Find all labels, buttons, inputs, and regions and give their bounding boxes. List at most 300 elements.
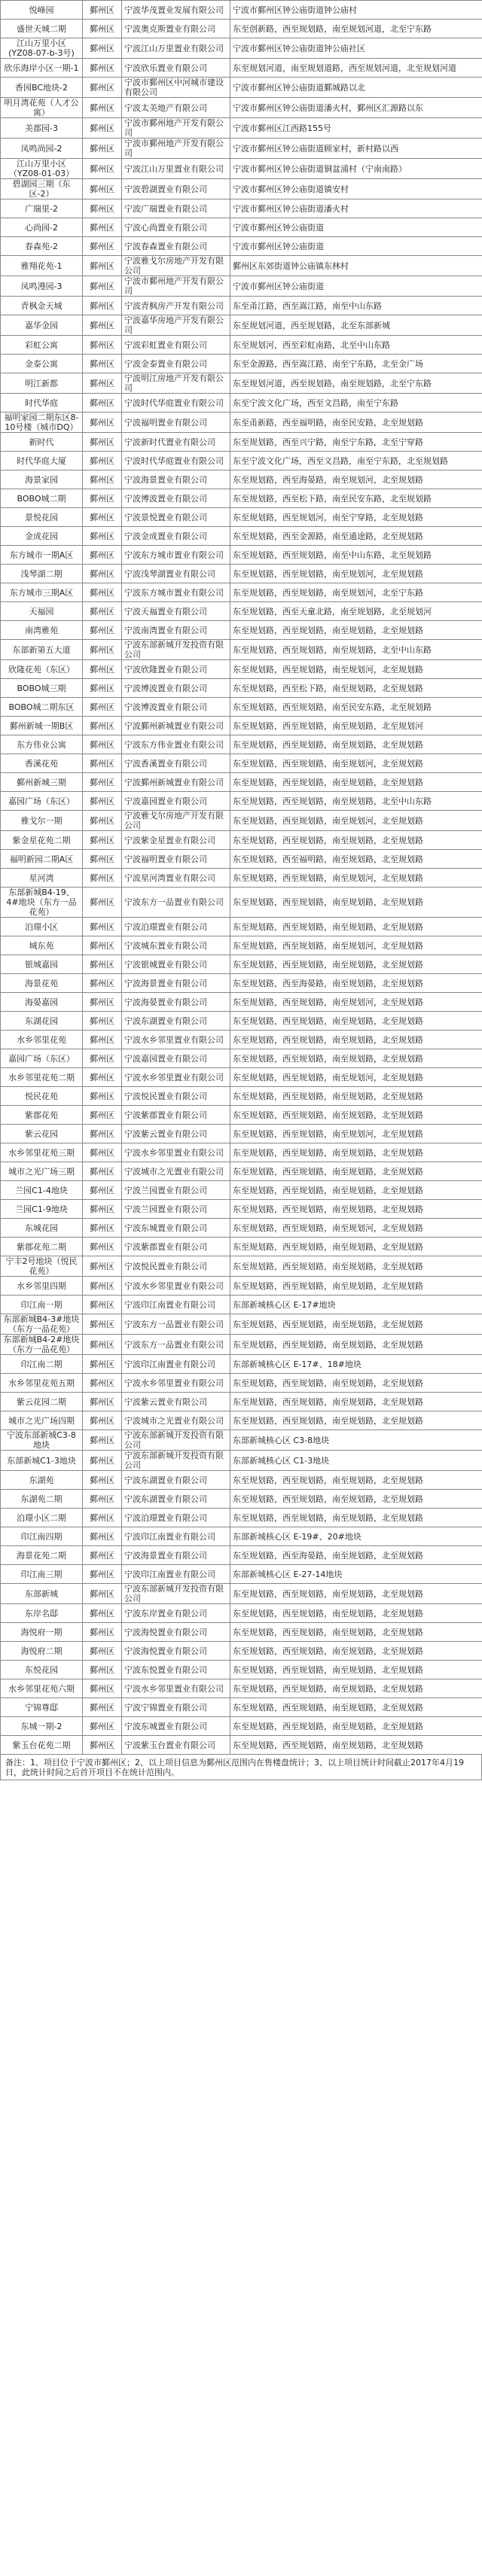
project-name-cell: 景悦花园 bbox=[1, 508, 83, 527]
district-cell: 鄞州区 bbox=[83, 546, 122, 565]
table-row bbox=[1, 811, 482, 831]
table-row bbox=[1, 1162, 482, 1181]
address-cell: 东至规划路，西至规划路，南至规划路，北至规划路 bbox=[230, 1200, 482, 1219]
district-cell: 鄞州区 bbox=[83, 1717, 122, 1736]
district-cell: 鄞州区 bbox=[83, 1219, 122, 1238]
table-row bbox=[1, 1, 482, 20]
project-name-cell: 东部新城B4-2#地块（东方一品花苑） bbox=[1, 1335, 83, 1355]
table-row bbox=[1, 489, 482, 508]
developer-cell: 宁波福明置业有限公司 bbox=[122, 850, 230, 869]
footnote: 备注：1、项目位于宁波市鄞州区；2、以上项目信息为鄞州区范围内在售楼盘统计；3、以上项目统计时间截止2017年4月19日，此统计时间之后首开项目不在统计范围内。 bbox=[0, 1755, 482, 1780]
table-row bbox=[1, 850, 482, 869]
developer-cell: 宁波泊璟置业有限公司 bbox=[122, 918, 230, 936]
developer-cell: 宁波东方城市置业有限公司 bbox=[122, 583, 230, 602]
district-cell: 鄞州区 bbox=[83, 698, 122, 717]
table-row bbox=[1, 918, 482, 936]
table-row bbox=[1, 1277, 482, 1296]
developer-cell: 宁波水乡邻里置业有限公司 bbox=[122, 1374, 230, 1393]
address-cell: 东至甬江路，西至嵩江路，南至中山东路 bbox=[230, 297, 482, 315]
table-row bbox=[1, 1451, 482, 1471]
table-row bbox=[1, 1717, 482, 1736]
district-cell: 鄞州区 bbox=[83, 276, 122, 297]
project-name-cell: 东悦花园 bbox=[1, 1661, 83, 1679]
address-cell: 东至规划路，西至规划河，南至宁穿路，北至规划路 bbox=[230, 508, 482, 527]
address-cell: 东至规划路，西至规划路，南至规划路，北至规划路 bbox=[230, 1314, 482, 1335]
address-cell: 东至规划路，西至松下路，南至民安东路，北至规划路 bbox=[230, 489, 482, 508]
district-cell: 鄞州区 bbox=[83, 1565, 122, 1584]
project-name-cell: 明月湾花苑（人才公寓） bbox=[1, 98, 83, 118]
project-name-cell: 明江新都 bbox=[1, 373, 83, 394]
project-name-cell: 福明家园二期东区8-10号楼（城市DQ） bbox=[1, 413, 83, 433]
table-row bbox=[1, 1049, 482, 1068]
developer-cell: 宁波市鄞州地产开发有限公司 bbox=[122, 276, 230, 297]
table-row bbox=[1, 1736, 482, 1755]
district-cell: 鄞州区 bbox=[83, 1393, 122, 1411]
developer-cell: 宁波水乡邻里置业有限公司 bbox=[122, 1031, 230, 1049]
developer-cell: 宁波时代华庭置业有限公司 bbox=[122, 394, 230, 413]
developer-cell: 宁波东部新城开发投资有限公司 bbox=[122, 1451, 230, 1471]
district-cell: 鄞州区 bbox=[83, 1049, 122, 1068]
developer-cell: 宁波博波置业有限公司 bbox=[122, 679, 230, 698]
address-cell: 东部新城核心区 C1-3地块 bbox=[230, 1451, 482, 1471]
developer-cell: 宁波东岸置业有限公司 bbox=[122, 1604, 230, 1623]
project-name-cell: 海景家园 bbox=[1, 470, 83, 489]
district-cell: 鄞州区 bbox=[83, 1068, 122, 1087]
address-cell: 东至规划路，西至规划路，南至规划路，北至规划路 bbox=[230, 1256, 482, 1277]
project-name-cell: 泊璟小区二期 bbox=[1, 1509, 83, 1527]
address-cell: 东至规划路，西至规划路，南至规划路，北至规划路 bbox=[230, 1181, 482, 1200]
developer-cell: 宁波兰园置业有限公司 bbox=[122, 1181, 230, 1200]
address-cell: 东部新城核心区 E-27-14地块 bbox=[230, 1565, 482, 1584]
project-name-cell: 海晏嘉园 bbox=[1, 993, 83, 1012]
district-cell: 鄞州区 bbox=[83, 640, 122, 660]
project-name-cell: 美郡园-3 bbox=[1, 118, 83, 139]
developer-cell: 宁波金泰置业有限公司 bbox=[122, 355, 230, 373]
address-cell: 东至规划路，西至天童北路，南至规划路，北至规划河 bbox=[230, 602, 482, 621]
address-cell: 东部新城核心区 E-17#地块 bbox=[230, 1296, 482, 1314]
address-cell: 东至规划路，西至规划路，南至规划路，北至规划路 bbox=[230, 735, 482, 754]
project-name-cell: 金成花园 bbox=[1, 527, 83, 546]
address-cell: 东至规划路，西至规划路，南至规划路，北至规划路 bbox=[230, 1679, 482, 1698]
developer-cell: 宁波东方伟业置业有限公司 bbox=[122, 735, 230, 754]
district-cell: 鄞州区 bbox=[83, 1256, 122, 1277]
project-name-cell: 心尚园-2 bbox=[1, 218, 83, 237]
developer-cell: 宁波春森置业有限公司 bbox=[122, 237, 230, 256]
district-cell: 鄞州区 bbox=[83, 1125, 122, 1143]
developer-cell: 宁波银城置业有限公司 bbox=[122, 955, 230, 974]
address-cell: 东至规划路，西至规划路，南至规划路，北至中山东路 bbox=[230, 792, 482, 811]
project-name-cell: 盛世天城二期 bbox=[1, 20, 83, 38]
address-cell: 宁波市鄞州区钟公庙街道鄞城路以北 bbox=[230, 78, 482, 98]
project-name-cell: 海景花苑 bbox=[1, 974, 83, 993]
table-row bbox=[1, 1125, 482, 1143]
address-cell: 东至规划路，西至规划路，南至规划路，北至规划路 bbox=[230, 1642, 482, 1661]
address-cell: 东至规划路，西至规划路，南至民安东路，北至规划路 bbox=[230, 698, 482, 717]
address-cell: 东至规划路，西至规划路，南至规划路，北至规划路 bbox=[230, 1106, 482, 1125]
table-row bbox=[1, 179, 482, 199]
table-row bbox=[1, 621, 482, 640]
table-row bbox=[1, 336, 482, 355]
address-cell: 宁波市鄞州区钟公庙街道顾家村，新村路以西 bbox=[230, 139, 482, 159]
table-row bbox=[1, 546, 482, 565]
district-cell: 鄞州区 bbox=[83, 1200, 122, 1219]
developer-cell: 宁波东湖置业有限公司 bbox=[122, 1471, 230, 1490]
table-row bbox=[1, 679, 482, 698]
developer-cell: 宁波紫郡置业有限公司 bbox=[122, 1238, 230, 1256]
developer-cell: 宁波市鄞州地产开发有限公司 bbox=[122, 118, 230, 139]
developer-cell: 宁波嘉华房地产开发有限公司 bbox=[122, 315, 230, 336]
developer-cell: 宁波海悦置业有限公司 bbox=[122, 1642, 230, 1661]
district-cell: 鄞州区 bbox=[83, 1623, 122, 1642]
project-name-cell: 嘉华金园 bbox=[1, 315, 83, 336]
address-cell: 东至规划路，西至规划路，南至规划路，北至规划路 bbox=[230, 1604, 482, 1623]
project-name-cell: 江山万里小区（YZ08-01-03） bbox=[1, 159, 83, 179]
address-cell: 东至宁波文化广场，西至文昌路，南至宁东路，北至规划路 bbox=[230, 452, 482, 470]
district-cell: 鄞州区 bbox=[83, 918, 122, 936]
project-name-cell: 紫郡花苑 bbox=[1, 1106, 83, 1125]
address-cell: 东至规划路，西至规划路，南至规划路，北至规划路 bbox=[230, 1584, 482, 1604]
project-name-cell: 印江南三期 bbox=[1, 1565, 83, 1584]
project-name-cell: 水乡邻里花苑三期 bbox=[1, 1143, 83, 1162]
developer-cell: 宁波海景置业有限公司 bbox=[122, 470, 230, 489]
district-cell: 鄞州区 bbox=[83, 1471, 122, 1490]
project-name-cell: 宁丰2号地块（悦民花苑） bbox=[1, 1256, 83, 1277]
project-name-cell: 印江南四期 bbox=[1, 1527, 83, 1546]
district-cell: 鄞州区 bbox=[83, 792, 122, 811]
address-cell: 东至规划路，西至规划路，南至规划河，北至规划路 bbox=[230, 754, 482, 773]
developer-cell: 宁波金成置业有限公司 bbox=[122, 527, 230, 546]
table-row bbox=[1, 773, 482, 792]
project-name-cell: 天福园 bbox=[1, 602, 83, 621]
district-cell: 鄞州区 bbox=[83, 1490, 122, 1509]
project-name-cell: 东岸名邸 bbox=[1, 1604, 83, 1623]
address-cell: 宁波市鄞州区钟公庙街道 bbox=[230, 276, 482, 297]
district-cell: 鄞州区 bbox=[83, 1698, 122, 1717]
developer-cell: 宁波嘉园置业有限公司 bbox=[122, 792, 230, 811]
table-row bbox=[1, 508, 482, 527]
project-name-cell: 城市之光广场四期 bbox=[1, 1411, 83, 1430]
district-cell: 鄞州区 bbox=[83, 811, 122, 831]
district-cell: 鄞州区 bbox=[83, 1031, 122, 1049]
table-row bbox=[1, 1679, 482, 1698]
table-row bbox=[1, 355, 482, 373]
table-row bbox=[1, 1335, 482, 1355]
developer-cell: 宁波印江南置业有限公司 bbox=[122, 1565, 230, 1584]
address-cell: 宁波市鄞州区钟公庙街道钟公庙村 bbox=[230, 1, 482, 20]
developer-cell: 宁波东方一品置业有限公司 bbox=[122, 1335, 230, 1355]
district-cell: 鄞州区 bbox=[83, 1087, 122, 1106]
district-cell: 鄞州区 bbox=[83, 508, 122, 527]
address-cell: 东至规划路，西至规划路，南至规划路，北至规划路 bbox=[230, 1277, 482, 1296]
address-cell: 东部新城核心区 C3-8地块 bbox=[230, 1430, 482, 1451]
developer-cell: 宁波市鄞州地产开发有限公司 bbox=[122, 139, 230, 159]
address-cell: 宁波市鄞州区钟公庙街道 bbox=[230, 218, 482, 237]
project-name-cell: 凤鸣漫园-3 bbox=[1, 276, 83, 297]
address-cell: 东至规划路，西至规划路，南至规划河，北至规划路 bbox=[230, 1125, 482, 1143]
table-row bbox=[1, 452, 482, 470]
project-name-cell: 东城花园 bbox=[1, 1219, 83, 1238]
table-row bbox=[1, 993, 482, 1012]
project-name-cell: BOBO城二期 bbox=[1, 489, 83, 508]
developer-cell: 宁波博波置业有限公司 bbox=[122, 489, 230, 508]
table-row bbox=[1, 159, 482, 179]
developer-cell: 宁波江山万里置业有限公司 bbox=[122, 159, 230, 179]
table-row bbox=[1, 199, 482, 218]
table-row bbox=[1, 470, 482, 489]
developer-cell: 宁波紫金星置业有限公司 bbox=[122, 831, 230, 850]
address-cell: 东至规划路，西至规划路，南至规划河，北至规划路 bbox=[230, 1068, 482, 1087]
project-name-cell: 水乡邻里四期 bbox=[1, 1277, 83, 1296]
project-name-cell: 水乡邻里花苑六期 bbox=[1, 1679, 83, 1698]
address-cell: 东至规划路，西至规划路，南至规划河，北至规划路 bbox=[230, 869, 482, 888]
project-name-cell: 东方伟业公寓 bbox=[1, 735, 83, 754]
table-row bbox=[1, 373, 482, 394]
developer-cell: 宁波欣隆置业有限公司 bbox=[122, 660, 230, 679]
district-cell: 鄞州区 bbox=[83, 433, 122, 452]
developer-cell: 宁波海晏置业有限公司 bbox=[122, 993, 230, 1012]
district-cell: 鄞州区 bbox=[83, 470, 122, 489]
table-row bbox=[1, 1565, 482, 1584]
project-name-cell: 时代华庭大厦 bbox=[1, 452, 83, 470]
developer-cell: 宁波水乡邻里置业有限公司 bbox=[122, 1679, 230, 1698]
developer-cell: 宁波东部新城开发投资有限公司 bbox=[122, 640, 230, 660]
district-cell: 鄞州区 bbox=[83, 237, 122, 256]
project-name-cell: 水乡邻里花苑二期 bbox=[1, 1068, 83, 1087]
district-cell: 鄞州区 bbox=[83, 773, 122, 792]
project-name-cell: BOBO城二期东区 bbox=[1, 698, 83, 717]
project-name-cell: 紫玉台花苑二期 bbox=[1, 1736, 83, 1755]
table-row bbox=[1, 1181, 482, 1200]
developer-cell: 宁波太美地产有限公司 bbox=[122, 98, 230, 118]
project-name-cell: 水乡邻里花苑五期 bbox=[1, 1374, 83, 1393]
address-cell: 宁波市鄞州区钟公庙街道潘火村 bbox=[230, 199, 482, 218]
developer-cell: 宁波印江南置业有限公司 bbox=[122, 1527, 230, 1546]
address-cell: 东至规划路，西至规划路，南至规划路，北至规划路 bbox=[230, 955, 482, 974]
address-cell: 东至规划路，西至规划路，南至规划路，北至中山东路 bbox=[230, 640, 482, 660]
project-name-cell: 水乡邻里花苑 bbox=[1, 1031, 83, 1049]
project-name-cell: 新时代 bbox=[1, 433, 83, 452]
project-name-cell: 紫云花园 bbox=[1, 1125, 83, 1143]
district-cell: 鄞州区 bbox=[83, 1143, 122, 1162]
district-cell: 鄞州区 bbox=[83, 1736, 122, 1755]
developer-cell: 宁波紫云置业有限公司 bbox=[122, 1125, 230, 1143]
project-name-cell: 东城一期-2 bbox=[1, 1717, 83, 1736]
district-cell: 鄞州区 bbox=[83, 1012, 122, 1031]
district-cell: 鄞州区 bbox=[83, 118, 122, 139]
table-row bbox=[1, 1012, 482, 1031]
district-cell: 鄞州区 bbox=[83, 1411, 122, 1430]
table-row bbox=[1, 1411, 482, 1430]
developer-cell: 宁波欣乐置业有限公司 bbox=[122, 59, 230, 78]
table-row bbox=[1, 78, 482, 98]
address-cell: 宁波市鄞州区江西路155号 bbox=[230, 118, 482, 139]
district-cell: 鄞州区 bbox=[83, 1374, 122, 1393]
address-cell: 东至规划路，西至规划路，南至规划河，北至规划路 bbox=[230, 565, 482, 583]
table-row bbox=[1, 565, 482, 583]
address-cell: 东至规划路，西至规划路，南至规划河，北至规划路 bbox=[230, 811, 482, 831]
district-cell: 鄞州区 bbox=[83, 679, 122, 698]
table-row bbox=[1, 1314, 482, 1335]
address-cell: 东至规划路，西至规划路，南至规划路，北至规划河 bbox=[230, 717, 482, 735]
table-row bbox=[1, 118, 482, 139]
district-cell: 鄞州区 bbox=[83, 1181, 122, 1200]
table-row bbox=[1, 1256, 482, 1277]
table-row bbox=[1, 974, 482, 993]
developer-cell: 宁波鄞州新城置业有限公司 bbox=[122, 717, 230, 735]
table-row bbox=[1, 1296, 482, 1314]
address-cell: 东至规划路，西至规划路，南至规划路，北至规划路 bbox=[230, 1411, 482, 1430]
developer-cell: 宁波印江南置业有限公司 bbox=[122, 1296, 230, 1314]
developer-cell: 宁波时代华庭置业有限公司 bbox=[122, 452, 230, 470]
district-cell: 鄞州区 bbox=[83, 373, 122, 394]
address-cell: 宁波市鄞州区钟公庙街道 bbox=[230, 237, 482, 256]
address-cell: 东至规划路，西至海晏路，南至规划路，北至规划路 bbox=[230, 1546, 482, 1565]
table-row bbox=[1, 218, 482, 237]
district-cell: 鄞州区 bbox=[83, 660, 122, 679]
address-cell: 东至创新路，西至规划路，南至规划河道，北至宁东路 bbox=[230, 20, 482, 38]
developer-cell: 宁波城东置业有限公司 bbox=[122, 936, 230, 955]
address-cell: 鄞州区东郊街道钟公庙镇东林村 bbox=[230, 256, 482, 276]
address-cell: 东至金源路，西至嵩江路，南至宁东路，北至金广场 bbox=[230, 355, 482, 373]
project-name-cell: 彩虹公寓 bbox=[1, 336, 83, 355]
district-cell: 鄞州区 bbox=[83, 1238, 122, 1256]
address-cell: 东至规划路，西至规划路，南至规划路，北至规划路 bbox=[230, 621, 482, 640]
table-row bbox=[1, 717, 482, 735]
address-cell: 宁波市鄞州区钟公庙街道镇安村 bbox=[230, 179, 482, 199]
project-name-cell: 东方城市一期A区 bbox=[1, 546, 83, 565]
table-row bbox=[1, 936, 482, 955]
project-name-cell: 星河湾 bbox=[1, 869, 83, 888]
address-cell: 东至规划路，西至松下路，南至规划路，北至规划路 bbox=[230, 679, 482, 698]
district-cell: 鄞州区 bbox=[83, 355, 122, 373]
district-cell: 鄞州区 bbox=[83, 1527, 122, 1546]
address-cell: 宁波市鄞州区钟公庙街道钟公庙社区 bbox=[230, 38, 482, 59]
project-name-cell: 江山万里小区(YZ08-07-b-3号) bbox=[1, 38, 83, 59]
district-cell: 鄞州区 bbox=[83, 139, 122, 159]
address-cell: 东至规划河道，南至规划道路，西至规划河道，北至规划河道 bbox=[230, 59, 482, 78]
table-row bbox=[1, 98, 482, 118]
developer-cell: 宁波东城置业有限公司 bbox=[122, 1717, 230, 1736]
district-cell: 鄞州区 bbox=[83, 869, 122, 888]
district-cell: 鄞州区 bbox=[83, 621, 122, 640]
table-row bbox=[1, 1200, 482, 1219]
address-cell: 东至规划路，西至规划路，南至规划路，北至规划路 bbox=[230, 773, 482, 792]
developer-cell: 宁波鄞州新城置业有限公司 bbox=[122, 773, 230, 792]
developer-cell: 宁波彩虹置业有限公司 bbox=[122, 336, 230, 355]
table-row bbox=[1, 1430, 482, 1451]
table-row bbox=[1, 955, 482, 974]
address-cell: 东至规划路，西至规划路，南至规划路，北至规划路 bbox=[230, 1717, 482, 1736]
project-name-cell: 银城嘉园 bbox=[1, 955, 83, 974]
table-row bbox=[1, 1087, 482, 1106]
table-row bbox=[1, 792, 482, 811]
project-name-cell: 城东苑 bbox=[1, 936, 83, 955]
address-cell: 东至规划路，西至规划路，南至规划路，北至规划路 bbox=[230, 1393, 482, 1411]
district-cell: 鄞州区 bbox=[83, 1277, 122, 1296]
project-name-cell: 广瑞里-2 bbox=[1, 199, 83, 218]
project-name-cell: 凤鸣尚园-2 bbox=[1, 139, 83, 159]
developer-cell: 宁波雅戈尔房地产开发有限公司 bbox=[122, 811, 230, 831]
developer-cell: 宁波东方城市置业有限公司 bbox=[122, 546, 230, 565]
address-cell: 东至规划路，西至福明路，南至规划路，北至规划路 bbox=[230, 850, 482, 869]
developer-cell: 宁波福明置业有限公司 bbox=[122, 413, 230, 433]
district-cell: 鄞州区 bbox=[83, 993, 122, 1012]
project-name-cell: 东部新城B4-19、4#地块（东方一品花苑） bbox=[1, 888, 83, 918]
table-row bbox=[1, 315, 482, 336]
project-name-cell: 浅琴湖二期 bbox=[1, 565, 83, 583]
table-row bbox=[1, 869, 482, 888]
project-name-cell: 紫金星花苑二期 bbox=[1, 831, 83, 850]
developer-cell: 宁波天福置业有限公司 bbox=[122, 602, 230, 621]
project-name-cell: 福明新园二期A区 bbox=[1, 850, 83, 869]
address-cell: 东至甬新路，西至福明路，南至民安路，北至规划路 bbox=[230, 413, 482, 433]
district-cell: 鄞州区 bbox=[83, 1162, 122, 1181]
developer-cell: 宁波东方一品置业有限公司 bbox=[122, 888, 230, 918]
address-cell: 东至规划路，西至规划路，南至规划路，北至规划路 bbox=[230, 1238, 482, 1256]
address-cell: 东至规划路，西至规划路，南至规划路，北至规划路 bbox=[230, 1335, 482, 1355]
address-cell: 东至规划路，西至规划路，南至规划路，北至规划路 bbox=[230, 1012, 482, 1031]
table-row bbox=[1, 139, 482, 159]
developer-cell: 宁波东方一品置业有限公司 bbox=[122, 1314, 230, 1335]
developer-cell: 宁波景悦置业有限公司 bbox=[122, 508, 230, 527]
project-name-cell: 兰园C1-4地块 bbox=[1, 1181, 83, 1200]
address-cell: 东至规划路，西至规划路，南至规划路，北至规划路 bbox=[230, 1471, 482, 1490]
table-row bbox=[1, 1661, 482, 1679]
district-cell: 鄞州区 bbox=[83, 297, 122, 315]
table-row bbox=[1, 1031, 482, 1049]
table-row bbox=[1, 640, 482, 660]
project-name-cell: 南湾雅苑 bbox=[1, 621, 83, 640]
developer-cell: 宁波东部新城开发投资有限公司 bbox=[122, 1584, 230, 1604]
address-cell: 东至规划路，西至规划路，南至中山东路，北至规划路 bbox=[230, 546, 482, 565]
table-row bbox=[1, 1106, 482, 1125]
project-name-cell: 东湖花园 bbox=[1, 1012, 83, 1031]
table-row bbox=[1, 1219, 482, 1238]
district-cell: 鄞州区 bbox=[83, 1451, 122, 1471]
table-row bbox=[1, 583, 482, 602]
district-cell: 鄞州区 bbox=[83, 602, 122, 621]
developer-cell: 宁波城市之光置业有限公司 bbox=[122, 1411, 230, 1430]
table-row bbox=[1, 888, 482, 918]
project-name-cell: 嘉园广场（东区） bbox=[1, 1049, 83, 1068]
address-cell: 东至规划路，西至规划路，南至规划路，北至规划路 bbox=[230, 1623, 482, 1642]
address-cell: 东至规划路，西至规划路，南至规划路，北至规划路 bbox=[230, 1031, 482, 1049]
developer-cell: 宁波香溪置业有限公司 bbox=[122, 754, 230, 773]
district-cell: 鄞州区 bbox=[83, 1642, 122, 1661]
developer-cell: 宁波悦民置业有限公司 bbox=[122, 1256, 230, 1277]
developer-cell: 宁波广瑞置业有限公司 bbox=[122, 199, 230, 218]
table-row bbox=[1, 1604, 482, 1623]
address-cell: 东至规划路，西至规划路，南至规划河，北至规划路 bbox=[230, 1219, 482, 1238]
table-row bbox=[1, 413, 482, 433]
table-row bbox=[1, 1623, 482, 1642]
address-cell: 东至规划路，西至规划路，南至规划路，北至规划路 bbox=[230, 918, 482, 936]
developer-cell: 宁波海景置业有限公司 bbox=[122, 974, 230, 993]
developer-cell: 宁波悦民置业有限公司 bbox=[122, 1087, 230, 1106]
project-name-cell: 碧湖园三期（东区-2） bbox=[1, 179, 83, 199]
developer-cell: 宁波博波置业有限公司 bbox=[122, 698, 230, 717]
project-name-cell: 鄞州新城一期B区 bbox=[1, 717, 83, 735]
developer-cell: 宁波南湾置业有限公司 bbox=[122, 621, 230, 640]
district-cell: 鄞州区 bbox=[83, 1355, 122, 1374]
developer-cell: 宁波华茂置业发展有限公司 bbox=[122, 1, 230, 20]
developer-cell: 宁波浅琴湖置业有限公司 bbox=[122, 565, 230, 583]
address-cell: 东至规划路，西至规划路，南至规划路，北至规划路 bbox=[230, 1698, 482, 1717]
table-row bbox=[1, 256, 482, 276]
district-cell: 鄞州区 bbox=[83, 1661, 122, 1679]
address-cell: 东至规划河道，西至规划路，南至规划路，北至宁东路 bbox=[230, 373, 482, 394]
table-body bbox=[1, 1, 482, 1755]
